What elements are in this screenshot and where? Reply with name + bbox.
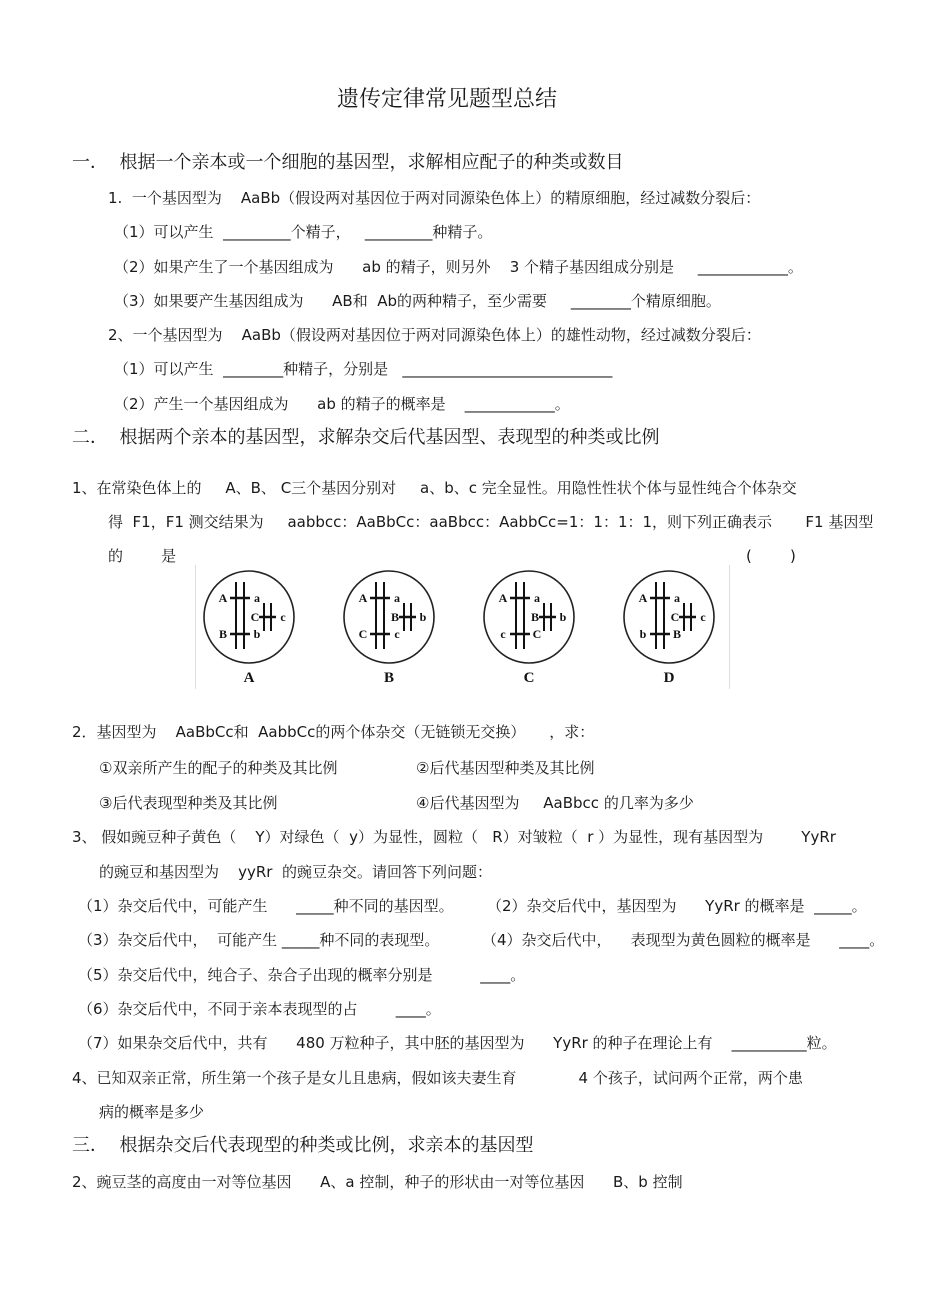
question-text: （4）杂交后代中， 表现型为黄色圆粒的概率是 ____。 [482,931,885,949]
question-text: （2）如果产生了一个基因组成为 ab 的精子，则另外 3 个精子基因组成分别是 ____________。 [114,258,803,276]
allele-label: c [700,610,706,624]
question-text: 2、一个基因型为 AaBb（假设两对基因位于两对同源染色体上）的雄性动物，经过减数分裂后： [108,326,761,344]
question-text: 1. 一个基因型为 AaBb（假设两对基因位于两对同源染色体上）的精原细胞，经过减数分裂后： [108,189,761,207]
question-text: ④后代基因型为 AaBbcc 的几率为多少 [416,794,694,812]
question-text: （7）如果杂交后代中，共有 480 万粒种子，其中胚的基因型为 YyRr 的种子在理论上有 __________粒。 [78,1034,837,1052]
allele-label: b [419,610,427,624]
allele-label: C [358,627,368,641]
allele-label: C [670,610,680,624]
question-text: （6）杂交后代中，不同于亲本表现型的占 ____。 [78,1000,441,1018]
allele-label: a [534,591,540,605]
allele-label: A [218,591,228,605]
section-heading: 二． 根据两个亲本的基因型，求解杂交后代基因型、表现型的种类或比例 [72,427,660,448]
allele-label: b [253,627,261,641]
question-text: 病的概率是多少 [99,1103,205,1121]
option-label: B [383,670,395,686]
allele-label: c [394,627,400,641]
option-label: A [243,670,255,686]
allele-label: b [559,610,567,624]
question-text: 得 F1，F1 测交结果为 aabbcc：AaBbCc：aaBbcc：AabbCc=1：1：1：1，则下列正确表示 F1 基因型 [108,513,874,531]
allele-label: C [532,627,542,641]
allele-label: B [672,627,682,641]
allele-label: A [638,591,648,605]
chromosome-figure [195,565,730,689]
allele-label: a [674,591,680,605]
allele-label: A [358,591,368,605]
question-text: （1）杂交后代中，可能产生 _____种不同的基因型。 [78,897,454,915]
allele-label: B [530,610,540,624]
question-text: （3）如果要产生基因组成为 AB和 Ab的两种精子，至少需要 ________个精原细胞。 [114,292,721,310]
allele-label: B [390,610,400,624]
option-label: C [523,670,535,686]
section-heading: 一． 根据一个亲本或一个细胞的基因型，求解相应配子的种类或数目 [72,152,624,173]
question-text: ②后代基因型种类及其比例 [416,759,595,777]
question-text: （2）产生一个基因组成为 ab 的精子的概率是 ____________。 [114,395,570,413]
question-text: （5）杂交后代中，纯合子、杂合子出现的概率分别是 ____。 [78,966,526,984]
question-text: ①双亲所产生的配子的种类及其比例 [99,759,338,777]
question-text: 2．基因型为 AaBbCc和 AabbCc的两个体杂交（无链锁无交换） ，求： [72,723,595,741]
page-title: 遗传定律常见题型总结 [337,87,558,112]
question-text: 1、在常染色体上的 A、B、 C三个基因分别对 a、b、c 完全显性。用隐性性状个体与显性纯合个体杂交 [72,479,797,497]
section-heading: 三． 根据杂交后代表现型的种类或比例，求亲本的基因型 [72,1135,534,1156]
allele-label: B [218,627,228,641]
question-text: （1）可以产生 _________个精子， _________种精子。 [114,223,493,241]
option-label: D [663,670,675,686]
allele-label: a [394,591,400,605]
allele-label: A [498,591,508,605]
question-text: （3）杂交后代中， 可能产生 _____种不同的表现型。 [78,931,440,949]
question-text: ③后代表现型种类及其比例 [99,794,278,812]
question-text: 的 是 [108,547,177,565]
allele-label: c [500,627,506,641]
allele-label: c [280,610,286,624]
question-text: 4、已知双亲正常，所生第一个孩子是女儿且患病，假如该夫妻生育 4 个孩子，试问两个正常，两个患 [72,1069,803,1087]
question-text: 2、豌豆茎的高度由一对等位基因 A、a 控制，种子的形状由一对等位基因 B、b 控制 [72,1173,683,1191]
allele-label: C [250,610,260,624]
allele-label: a [254,591,260,605]
question-text: 3、 假如豌豆种子黄色（ Y）对绿色（ y）为显性，圆粒（ R）对皱粒（ r ）为显性，现有基因型为 YyRr [72,828,836,846]
allele-label: b [639,627,647,641]
question-text: （2）杂交后代中，基因型为 YyRr 的概率是 _____。 [487,897,867,915]
answer-bracket: ( ) [746,547,796,565]
question-text: （1）可以产生 ________种精子，分别是 ____________________________ [114,360,613,378]
question-text: 的豌豆和基因型为 yyRr 的豌豆杂交。请回答下列问题： [99,863,492,881]
